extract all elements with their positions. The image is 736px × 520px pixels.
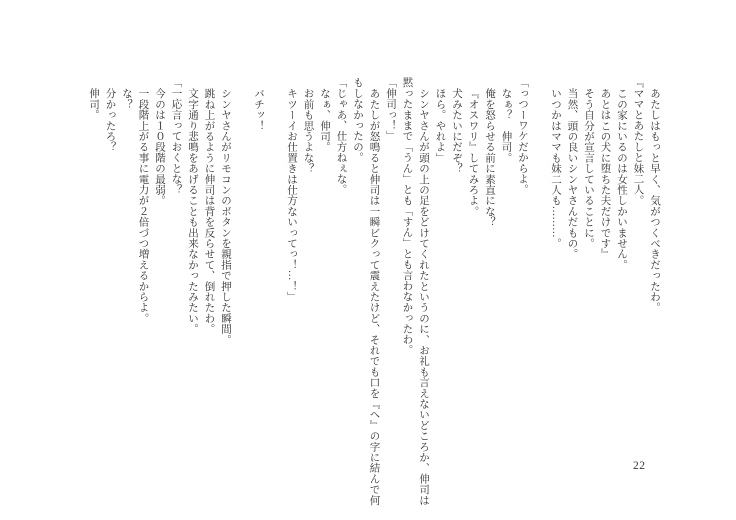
- vertical-text-block: [85, 77, 663, 505]
- text-line: 一段階上がる事に電力が２倍づつ増えるからよ。: [137, 87, 149, 323]
- text-line: もしなかったの。: [352, 77, 363, 163]
- text-line: な？: [121, 87, 132, 109]
- text-line: 「伸司っ！」: [385, 77, 396, 142]
- text-line: 俺を怒らせる前に素直にな？: [484, 87, 495, 227]
- blank-column: [530, 77, 547, 489]
- blank-column: [266, 77, 283, 489]
- text-line: 『オスワリ』してみろよ。: [467, 87, 479, 216]
- text-line: なぁ、伸司。: [319, 87, 330, 152]
- text-line: 分かったろ？: [104, 87, 116, 152]
- text-line: 「じゃあ、仕方ねぇな。: [335, 77, 347, 195]
- text-line: 『ママとあたしと妹二人。: [632, 77, 644, 206]
- text-line: 文字通り悲鳴をあげることも出来なかったみたい。: [187, 87, 198, 334]
- text-line: 今のは１０段階の最弱。: [154, 87, 165, 206]
- text-line: 当然、頭の良いシンヤさんだもの。: [566, 87, 578, 259]
- text-line: あたしが怒鳴ると伸司は一瞬ビクって震えたけど、それでも口を『へ』の字に結んで何: [368, 87, 380, 505]
- text-line: お前も思うよな？: [302, 87, 314, 174]
- text-line: シンヤさんがリモコンのボタンを親指で押した瞬間。: [220, 87, 231, 345]
- text-line: 「っつーワケだからよ。: [517, 77, 528, 195]
- text-line: バチッ！: [253, 87, 264, 131]
- page-number: 22: [633, 460, 646, 472]
- text-line: 「一応言っておくとな？: [170, 77, 182, 195]
- text-line: 跳ね上がるように伸司は背を反らせて、倒れたわ。: [203, 87, 215, 334]
- text-line: シンヤさんが頭の上の足をどけてくれたというのに、お礼も言えないどころか、伸司は: [418, 87, 429, 505]
- blank-column: [233, 77, 250, 489]
- text-line: いつかはママも妹二人も………。: [550, 87, 561, 248]
- text-line: そう自分が宣言していることに。: [583, 87, 594, 248]
- text-line: あたしはもっと早く、気がつくべきだったわ。: [649, 87, 660, 313]
- text-line: キツーイお仕置きは仕方ないってっ！…！」: [286, 87, 297, 302]
- text-line: この家にいるのは女性しかいません。: [616, 87, 627, 270]
- text-line: 黙ったままで「うん」とも「すん」とも言わなかったわ。: [401, 77, 413, 356]
- text-line: あとはこの犬に堕ちた夫だけです』: [599, 87, 611, 259]
- text-line: ほら。やれよ」: [434, 87, 446, 163]
- text-line: 犬みたいにだぞ？: [451, 87, 462, 174]
- text-line: 伸司。: [88, 87, 99, 120]
- text-line: なぁ？ 伸司。: [500, 87, 512, 163]
